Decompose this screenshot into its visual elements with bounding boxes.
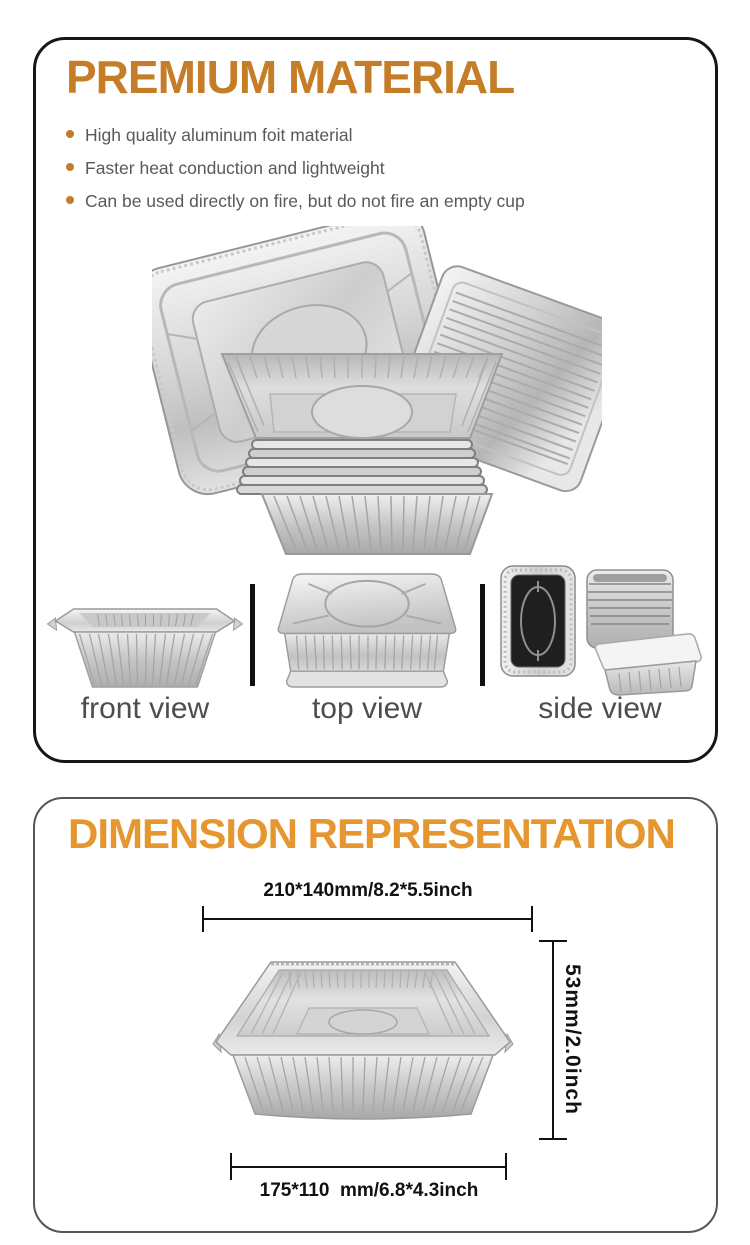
front-view-label: front view bbox=[80, 692, 210, 725]
side-view-image bbox=[494, 562, 706, 697]
dimension-tick bbox=[539, 940, 567, 942]
top-dimension-label: 210*140mm/8.2*5.5inch bbox=[263, 880, 473, 901]
side-stacked-trays bbox=[587, 570, 673, 648]
feature-bullet-list bbox=[66, 124, 676, 223]
side-view-label: side view bbox=[538, 692, 662, 725]
bullet-item bbox=[66, 157, 676, 179]
top-dimension-line bbox=[203, 918, 533, 920]
dimension-title: DIMENSION REPRESENTATION bbox=[68, 810, 675, 857]
bottom-dimension-line bbox=[231, 1166, 507, 1168]
foil-tray-dimension-image bbox=[212, 956, 514, 1131]
dimension-tick bbox=[230, 1153, 232, 1180]
bullet-text: Faster heat conduction and lightweight bbox=[85, 158, 385, 178]
bottom-dimension-label: 175*110 mm/6.8*4.3inch bbox=[259, 1180, 479, 1201]
stacked-foil-trays-image bbox=[152, 226, 602, 556]
bullet-dot-icon bbox=[66, 163, 74, 171]
dimension-product-image bbox=[212, 956, 514, 1131]
dimension-tick bbox=[531, 906, 533, 932]
bullet-item bbox=[66, 124, 676, 146]
dimension-tick bbox=[539, 1138, 567, 1140]
foil-tray-side-view-image bbox=[494, 562, 706, 697]
view-divider bbox=[250, 584, 255, 686]
side-upright-tray bbox=[501, 566, 575, 676]
tray-stack bbox=[222, 354, 502, 554]
front-view-image bbox=[46, 594, 244, 694]
bullet-dot-icon bbox=[66, 130, 74, 138]
top-view-label: top view bbox=[311, 692, 423, 725]
premium-title: PREMIUM MATERIAL bbox=[66, 51, 515, 103]
dimension-tick bbox=[505, 1153, 507, 1180]
top-view-image bbox=[272, 570, 462, 694]
height-dimension-line bbox=[552, 941, 554, 1140]
foil-tray-front-view-image bbox=[46, 594, 244, 694]
bullet-text: Can be used directly on fire, but do not fire an empty cup bbox=[85, 191, 525, 211]
side-lidded-container bbox=[595, 634, 701, 695]
main-product-image bbox=[152, 226, 602, 556]
view-divider bbox=[480, 584, 485, 686]
bullet-item bbox=[66, 190, 676, 212]
dimension-tick bbox=[202, 906, 204, 932]
height-dimension-label: 53mm/2.0inch bbox=[561, 964, 584, 1115]
bullet-dot-icon bbox=[66, 196, 74, 204]
foil-tray-top-view-image bbox=[272, 570, 462, 694]
bullet-text: High quality aluminum foit material bbox=[85, 125, 353, 145]
